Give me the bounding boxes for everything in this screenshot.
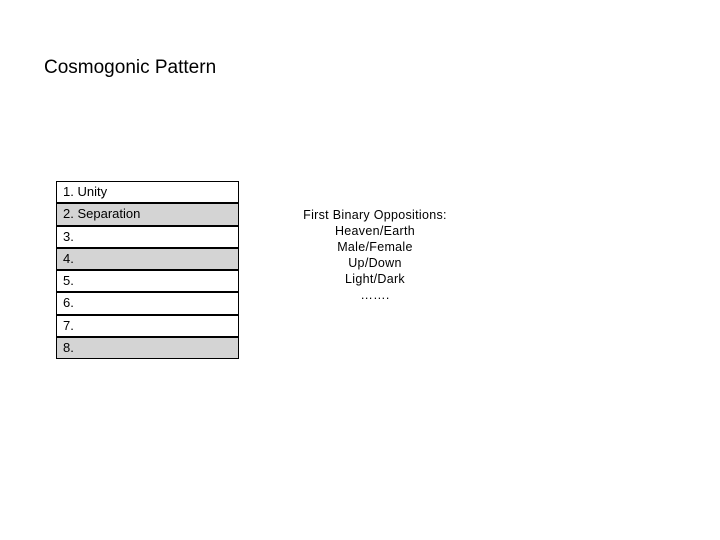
stage-row-5: 5.: [57, 269, 238, 291]
stage-row-7: 7.: [57, 314, 238, 336]
stage-row-4: 4.: [57, 247, 238, 269]
opposition-item: Heaven/Earth: [334, 224, 416, 238]
stage-row-3: 3.: [57, 225, 238, 247]
oppositions-heading: First Binary Oppositions:: [303, 208, 447, 222]
opposition-item: Light/Dark: [345, 272, 405, 286]
stage-row-6: 6.: [57, 291, 238, 313]
opposition-item: Up/Down: [348, 256, 402, 270]
stages-list: [56, 181, 239, 359]
stage-row-8: 8.: [57, 336, 238, 358]
stage-row-1: 1. Unity: [57, 182, 238, 202]
opposition-ellipsis: …….: [360, 288, 390, 302]
slide-title: Cosmogonic Pattern: [44, 57, 217, 78]
stage-row-2: 2. Separation: [57, 202, 238, 224]
opposition-item: Male/Female: [337, 240, 413, 254]
binary-oppositions-block: [290, 207, 460, 303]
